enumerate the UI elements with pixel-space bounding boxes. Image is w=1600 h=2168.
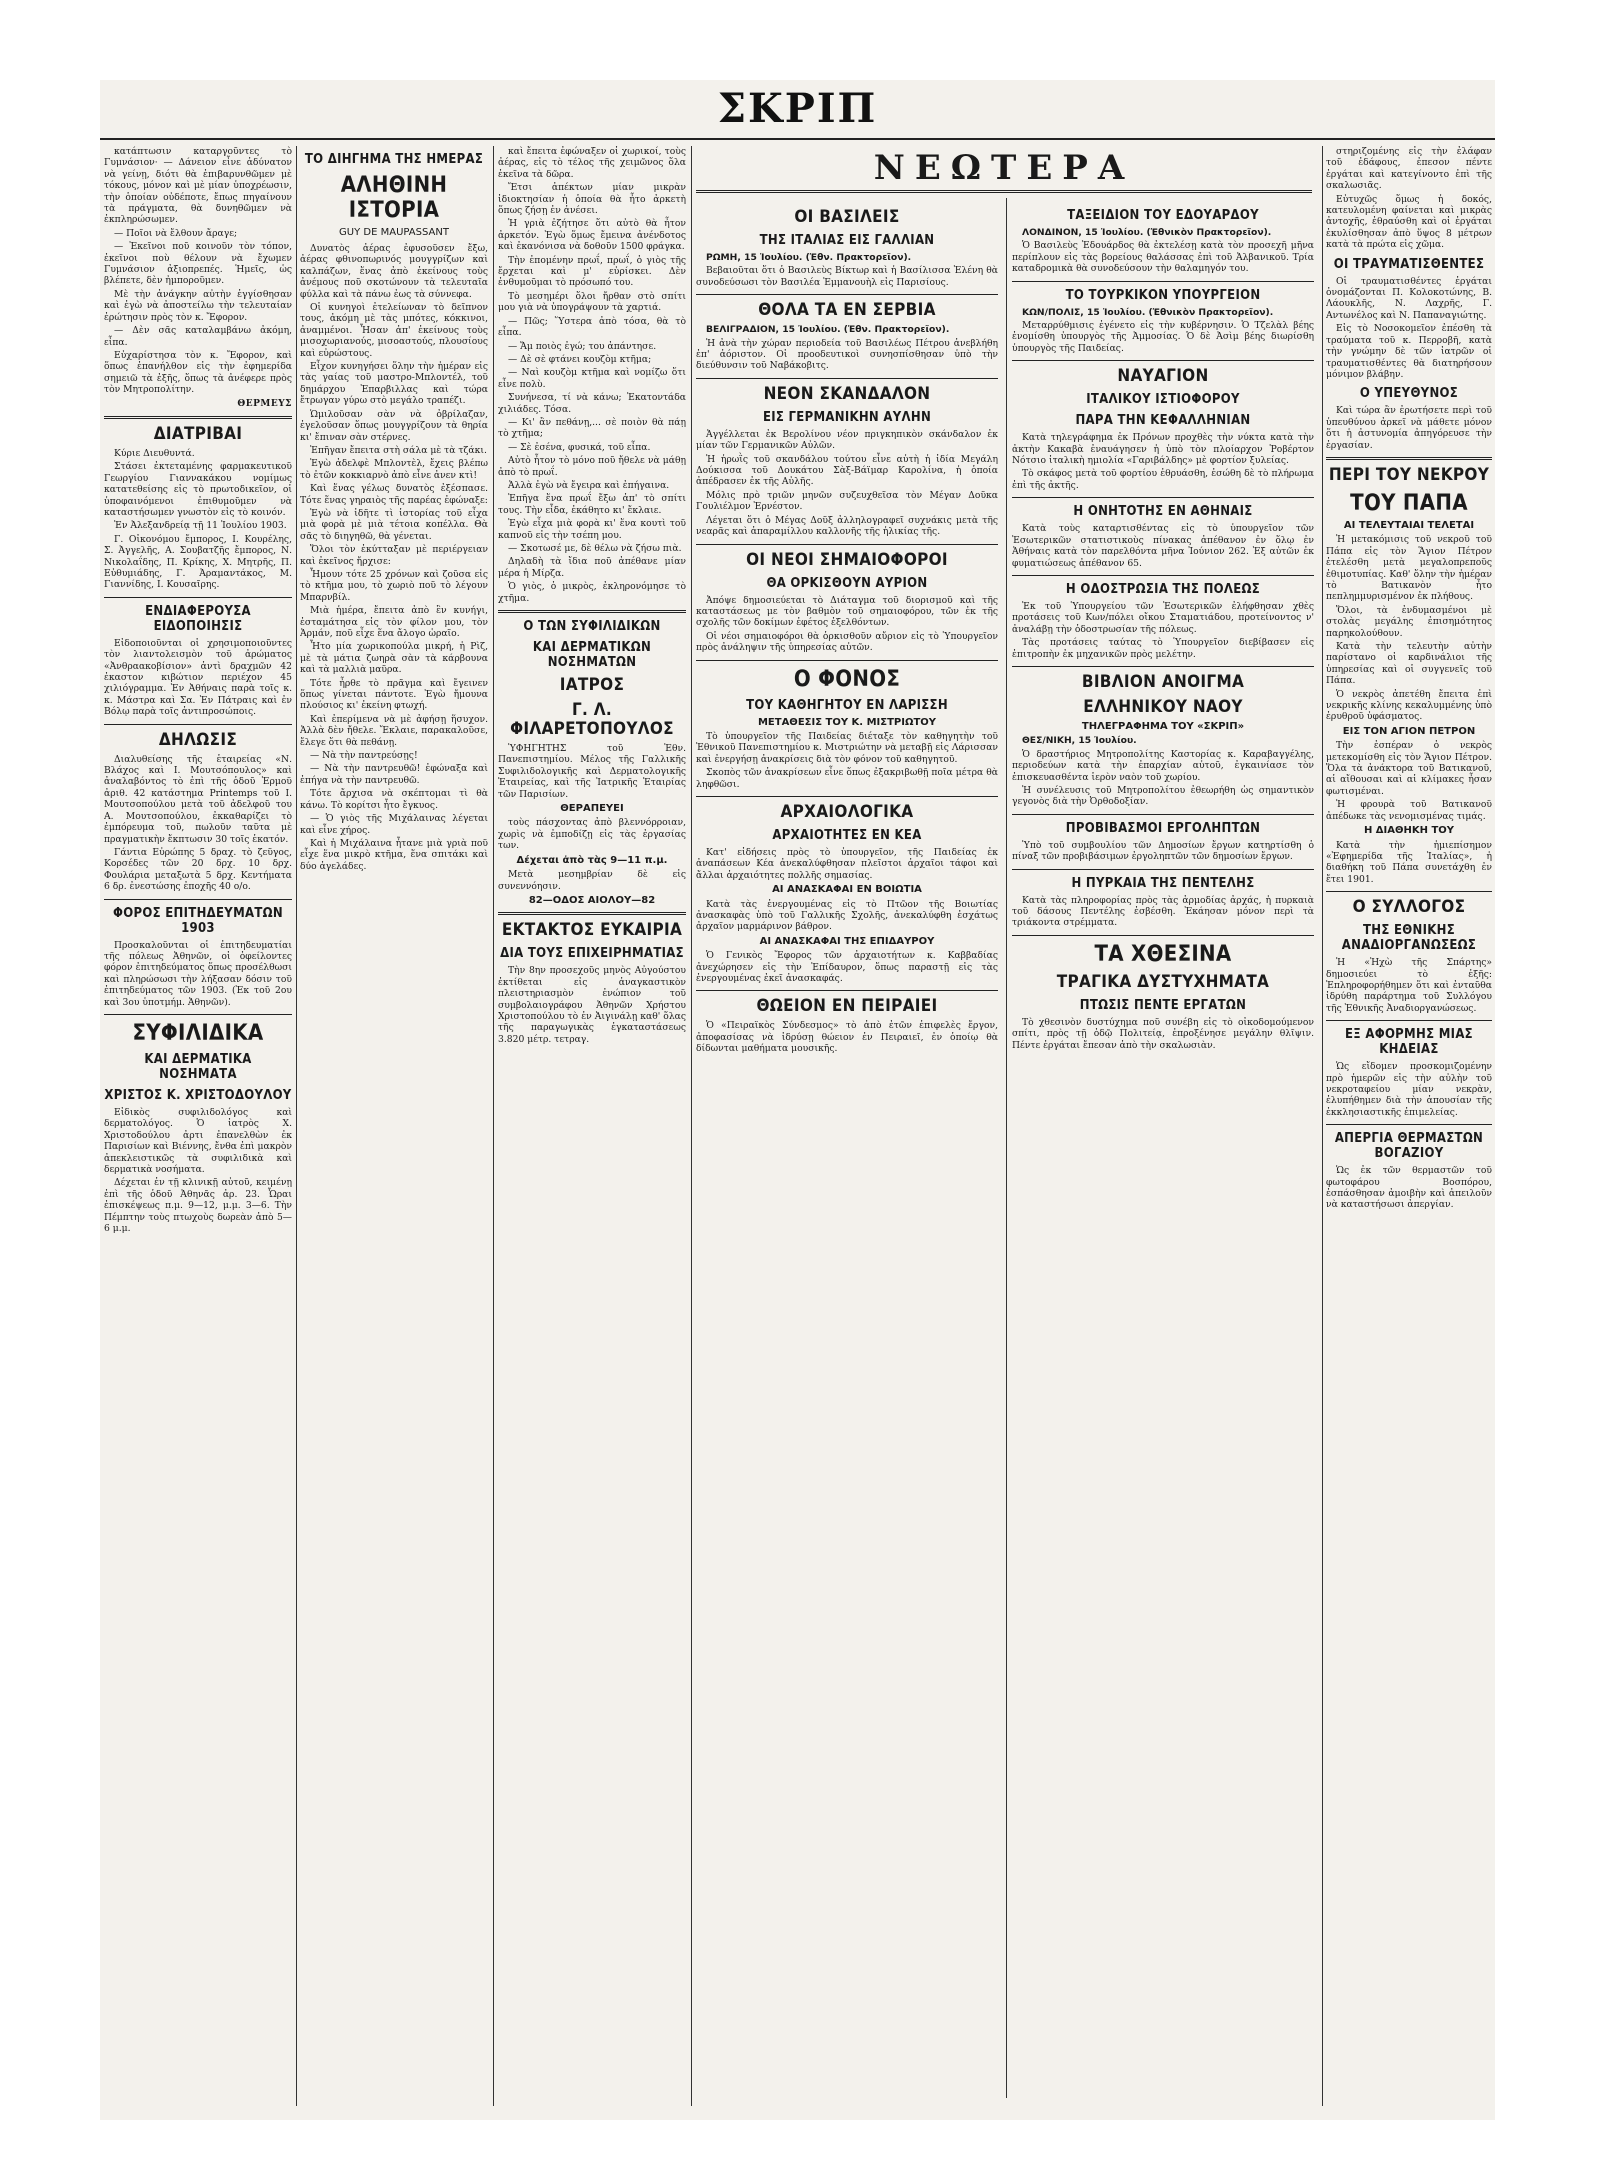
column-rule (493, 146, 494, 2106)
news-heading: ΘΩΕΙΟΝ ΕΝ ΠΕΙΡΑΙΕΙ (756, 996, 938, 1017)
section-heading: Ο ΥΠΕΥΘΥΝΟΣ (1359, 386, 1459, 402)
article-paragraph: Ἦτο μία χωρικοπούλα μικρή, ἡ Ρὶζ, μὲ τὰ μάτια ζωηρὰ σὰν τὰ κάρβουνα καὶ τὰ μαλλιὰ μαῦρα. (300, 641, 488, 676)
ad-paragraph: ὙΦΗΓΗΤΗΣ τοῦ Ἐθν. Πανεπιστημίου. Μέλος τῆς Γαλλικῆς Συφιλιδολογικῆς καὶ Δερματολογικῆς Ἑταιρείας, καὶ τῆς Ἰατρικῆς Ἑταιρίας τῶν Παρισίων. (498, 743, 686, 800)
news-paragraph: Ἡ ἀνὰ τὴν χώραν περιοδεία τοῦ Βασιλέως Πέτρου ἀνεβλήθη ἐπ' ἀόριστον. Οἱ προοδευτικοὶ συνησπίσθησαν ὑπὸ τὴν διεύθυνσιν τοῦ Ναβάκοβιτς. (696, 337, 998, 372)
section-heading: ΠΕΡΙ ΤΟΥ ΝΕΚΡΟΥ (1328, 464, 1490, 485)
news-left-column (696, 202, 998, 2102)
story-author: GUY DE MAUPASSANT (339, 227, 449, 238)
section-heading: ΔΙΑΤΡΙΒΑΙ (153, 423, 243, 444)
column-2 (300, 146, 488, 2106)
section-heading: ΔΗΛΩΣΙΣ (158, 729, 238, 750)
news-subheading: ΤΡΑΓΙΚΑ ΔΥΣΤΥΧΗΜΑΤΑ (1056, 971, 1270, 992)
news-subheading: ΤΗΛΕΓΡΑΦΗΜΑ ΤΟΥ «ΣΚΡΙΠ» (1081, 720, 1245, 732)
article-paragraph: Ἐν Ἀλεξανδρείᾳ τῇ 11 Ἰουλίου 1903. (114, 520, 287, 532)
section-heading: ΕΞ ΑΦΟΡΜΗΣ ΜΙΑΣ ΚΗΔΕΙΑΣ (1345, 1027, 1473, 1058)
column-rule (296, 146, 297, 2106)
news-paragraph: Ὑπὸ τοῦ συμβουλίου τῶν Δημοσίων ἔργων κατηρτίσθη ὁ πίναξ τῶν προβιβάσιμων ἐργοληπτῶν τῶν δημοσίων ἔργων. (1012, 839, 1314, 863)
article-paragraph: — Πῶς; Ὕστερα ἀπὸ τόσα, θὰ τὸ εἶπα. (498, 315, 686, 339)
news-subheading: ΠΑΡΑ ΤΗΝ ΚΕΦΑΛΛΗΝΙΑΝ (1075, 413, 1251, 429)
article-paragraph: Δέχεται ἐν τῇ κλινικῇ αὐτοῦ, κειμένῃ ἐπὶ τῆς ὁδοῦ Ἀθηνᾶς ἀρ. 23. Ὧραι ἐπισκέψεως π.μ. 9—12, μ.μ. 3—6. Τὴν Πέμπτην τοὺς πτωχοὺς δωρεὰν ἀπὸ 5—6 μ.μ. (104, 1177, 292, 1235)
section-heading: ΑΠΕΡΓΙΑ ΘΕΡΜΑΣΤΩΝ ΒΟΓΑΖΙΟΥ (1334, 1131, 1484, 1162)
column-rule (1322, 146, 1323, 2106)
article-paragraph: καὶ ἔπειτα ἐφώναξεν οἱ χωρικοί, τοὺς ἀέρας, εἰς τὸ τέλος τῆς χειμῶνος ὅλα ἐκεῖνα τὰ δῶρα. (498, 146, 686, 180)
news-paragraph: Ὁ Γενικὸς Ἔφορος τῶν ἀρχαιοτήτων κ. Καββαδίας ἀνεχώρησεν εἰς τὴν Ἐπίδαυρον, ὅπως παραστῇ εἰς τὰς ἐνεργουμένας ἐκεῖ ἀνασκαφάς. (696, 950, 998, 985)
section-heading: ΦΟΡΟΣ ΕΠΙΤΗΔΕΥΜΑΤΩΝ 1903 (113, 905, 283, 936)
news-paragraph: Τὰς προτάσεις ταύτας τὸ Ὑπουργεῖον διεβίβασεν εἰς ἐπιτροπὴν ἐκ μηχανικῶν πρὸς μελέτην. (1012, 637, 1314, 660)
divider (1012, 497, 1314, 498)
news-paragraph: Κατὰ τὰς ἐνεργουμένας εἰς τὸ Πτῶον τῆς Βοιωτίας ἀνασκαφὰς ὑπὸ τοῦ Γαλλικῆς Σχολῆς, ἀνεκαλύφθη ἐσχάτως ἀρχαῖον μαρμάρινον βάθρον. (696, 898, 998, 933)
article-paragraph: Ἡ φρουρὰ τοῦ Βατικανοῦ ἀπέδωκε τὰς νενομισμένας τιμάς. (1326, 799, 1492, 822)
article-paragraph: Ἐπῆγα ἕνα πρωΐ ἔξω ἀπ' τὸ σπίτι τους. Τὴν εἶδα, ἐκάθητο κι' ἔκλαιε. (498, 493, 686, 516)
article-paragraph: — Ἄμ ποιὸς ἐγώ; του ἀπάντησε. (508, 340, 657, 352)
article-paragraph: Καὶ ἡ Μιχάλαινα ἦτανε μιὰ γριὰ ποῦ εἶχε ἕνα μικρὸ κτῆμα, ἕνα σπιτάκι καὶ δύο ἀγελάδες. (300, 837, 488, 872)
dateline: ΘΕΣ/ΝΙΚΗ, 15 Ἰουλίου. (1022, 735, 1137, 747)
section-subheading: ΚΑΙ ΔΕΡΜΑΤΙΚΑ ΝΟΣΗΜΑΤΑ (144, 1051, 252, 1082)
news-subheading: ΠΤΩΣΙΣ ΠΕΝΤΕ ΕΡΓΑΤΩΝ (1079, 997, 1247, 1013)
news-paragraph: Τὸ ὑπουργεῖον τῆς Παιδείας διέταξε τὸν καθηγητὴν τοῦ Ἐθνικοῦ Πανεπιστημίου κ. Μιστριώτην νὰ μεταβῇ εἰς Λάρισσαν καὶ ἐνεργήσῃ ἀνακρίσεις διὰ τὸν φόνον τοῦ καθηγητοῦ. (696, 730, 998, 765)
article-paragraph: — Δὲν σᾶς καταλαμβάνω ἀκόμη, εἶπα. (104, 325, 292, 348)
article-paragraph: Ἐγὼ εἶχα μιὰ φορὰ κι' ἕνα κουτὶ τοῦ καπνοῦ εἰς τὴν τσέπη μου. (498, 518, 686, 541)
article-paragraph: Αὐτὸ ἦτον τὸ μόνο ποῦ ἤθελε νὰ μάθῃ ἀπὸ τὸ πρωΐ. (498, 455, 686, 478)
divider (498, 610, 686, 613)
article-paragraph: Ὡμιλοῦσαν σὰν νὰ ὀβρίλαζαν, ἐγελοῦσαν ὅπως μουγγρίζουν τὰ θηρία κι' ἔπιναν σὰν στέρνες. (300, 408, 488, 443)
divider (696, 796, 998, 797)
news-paragraph: Βεβαιοῦται ὅτι ὁ Βασιλεὺς Βίκτωρ καὶ ἡ Βασίλισσα Ἑλένη θὰ συνοδεύσωσι τὸν Βασιλέα Ἐμμανουὴλ εἰς Παρισίους. (696, 265, 998, 288)
article-paragraph: Ὅλοι, τὰ ἐνδυμασμένοι μὲ στολὰς μεγάλης ἐπισημότητος παρηκολούθουν. (1326, 604, 1492, 639)
article-paragraph: Τὸ μεσημέρι ὅλοι ἤρθαν στὸ σπίτι μου γιὰ νὰ ὑπογράψουν τὰ χαρτιά. (498, 290, 686, 314)
article-paragraph: Τότε ἦρθε τὸ πρᾶγμα καὶ ἔγεινεν ὅπως γίνεται πάντοτε. Ἐγὼ ἤμουνα πλούσιος κι' ἐκείνη φτωχή. (300, 677, 488, 712)
news-heading: ΤΟ ΤΟΥΡΚΙΚΟΝ ΥΠΟΥΡΓΕΙΟΝ (1065, 287, 1261, 303)
article-paragraph: Ἀλλὰ ἐγὼ νὰ ἔγειρα καὶ ἐπήγαινα. (508, 479, 670, 491)
article-paragraph: — Νὰ τὴν παντρευθῶ! ἐφώναξα καὶ ἐπήγα νὰ τὴν παντρευθῶ. (300, 763, 488, 786)
article-paragraph: — Ναὶ κουζὸμ κτῆμα καὶ νομίζω ὅτι εἶνε πολὺ. (498, 367, 686, 390)
news-paragraph: Μεταρρύθμισις ἐγένετο εἰς τὴν κυβέρνησιν. Ὁ Τζελὰλ βέης ἐνομίσθη ὑπουργὸς τῆς Ἀμμοσίας. Ὁ δὲ Ἀσὶμ βέης διωρίσθη ὑπουργὸς τῆς Παιδείας. (1012, 320, 1314, 354)
article-paragraph: Οἱ κυνηγοὶ ἐτελείωναν τὸ δεῖπνον τους, ἀκόμη μὲ τὰς μπότες, κόκκινοι, ἀναμμένοι. Ἦσαν ἀπ' ἐκείνους τοὺς μισοχωριανούς, μισοαστούς, πλουσίους καὶ εὐρώστους. (300, 302, 488, 359)
section-subheading: Η ΔΙΑΘΗΚΗ ΤΟΥ (1363, 825, 1455, 837)
news-paragraph: Ὁ «Πειραϊκὸς Σύνδεσμος» τὸ ἀπὸ ἐτῶν ἐπιφελὲς ἔργον, ἀποφασίσας νὰ ἱδρύσῃ θώειον ἐν Πειραιεῖ, ἐν ὁποίῳ θὰ δίδωνται μαθήματα μουσικῆς. (696, 1020, 998, 1055)
article-paragraph: — Ἐκεῖνοι ποῦ κοινοῦν τὸν τόπον, ἐκεῖνοι ποὺ θέλουν νὰ ἔχωμεν Γυμνάσιον ἀξιοπρεπές. Ἡμεῖς, ὡς βλέπετε, δὲν ἠμποροῦμεν. (104, 241, 292, 287)
news-paragraph: Ὁ δραστήριος Μητροπολίτης Καστορίας κ. Καραβαγγέλης, περιοδεύων κατὰ τὴν ἐπαρχίαν αὐτοῦ, ἐγκαινίασε τὸν ἐπισκευασθέντα ἱερὸν ναὸν τοῦ χωρίου. (1012, 748, 1314, 783)
news-heading: ΤΑ ΧΘΕΣΙΝΑ (1094, 941, 1232, 967)
divider (1326, 1020, 1492, 1021)
article-paragraph: Γ. Οἰκονόμου ἔμπορος, Ι. Κουρέλης, Σ. Ἀγγελῆς, Α. Σουβατζῆς ἔμπορος, Ν. Νικολαΐδης, Π. Κρίκης, Χ. Μητρῆς, Π. Εὐθυμιάδης, Γ. Ἀραμαντάκος, Μ. Γιαννίδης, Ι. Κουσαῖρης. (104, 533, 292, 591)
article-paragraph: Κατὰ τὴν τελευτὴν αὐτὴν παρίστανο οἱ καρδινάλιοι τῆς ὑπηρεσίας καὶ οἱ συγγενεῖς τοῦ Πάπα. (1326, 641, 1492, 687)
news-subheading: ΤΟΥ ΚΑΘΗΓΗΤΟΥ ΕΝ ΛΑΡΙΣΣΗ (746, 697, 948, 713)
divider (104, 899, 292, 900)
article-paragraph: Ἐπῆγαν ἔπειτα στὴ σάλα μὲ τὰ τζάκι. (310, 444, 487, 456)
news-paragraph: Οἱ νέοι σημαιοφόροι θὰ ὁρκισθοῦν αὔριον εἰς τὸ Ὑπουργεῖον πρὸς ἀνάληψιν τῆς ὑπηρεσίας αὐτῶν. (696, 630, 998, 654)
column-3 (498, 146, 686, 2106)
article-paragraph: — Νὰ τὴν παντρεύσῃς! (310, 750, 418, 762)
article-paragraph: Τὴν ἐπομένην πρωΐ, πρωΐ, ὁ γιὸς τῆς ἔρχεται καὶ μ' εὑρίσκει. Δὲν ἐνθυμοῦμαι τὸ πρόσωπό του. (498, 254, 686, 289)
news-subheading: ΕΛΛΗΝΙΚΟΥ ΝΑΟΥ (1083, 696, 1243, 717)
article-paragraph: Εἶχον κυνηγήσει ὅλην τὴν ἡμέραν εἰς τὰς γαίας τοῦ μαστρο-Μπλοντέλ, τοῦ δημάρχου Ἐπαρβιλλας καὶ τώρα ἔτρωγαν γύρω στὸ μεγάλο τραπέζι. (300, 361, 488, 407)
ad-address: 82—ΟΔΟΣ ΑΙΟΛΟΥ—82 (528, 894, 656, 906)
ad-hours: Δέχεται ἀπὸ τὰς 9—11 π.μ. (516, 854, 668, 866)
news-heading: Η ΟΝΗΤΟΤΗΣ ΕΝ ΑΘΗΝΑΙΣ (1073, 504, 1253, 520)
ad-heading: ΙΑΤΡΟΣ (559, 675, 625, 696)
dateline: ΚΩΝ/ΠΟΛΙΣ, 15 Ἰουλίου. (Ἐθνικὸν Πρακτορεῖον). (1022, 306, 1274, 318)
article-paragraph: Δηλαδὴ τὰ ἴδια ποῦ ἀπέθανε μίαν μέρα ἡ Μίρζα. (498, 556, 686, 579)
article-paragraph: Ἔτσι ἀπέκτων μίαν μικρὰν ἰδιοκτησίαν ἡ ὁποία θὰ ἦτο ἀρκετὴ ὅπως ζήσῃ ἐν ἀνέσει. (498, 182, 686, 217)
divider (1012, 281, 1314, 282)
news-subheading: ΕΙΣ ΓΕΡΜΑΝΙΚΗΝ ΑΥΛΗΝ (762, 409, 932, 425)
ad-heading: ΕΚΤΑΚΤΟΣ ΕΥΚΑΙΡΙΑ (501, 920, 683, 941)
news-heading: ΘΟΛΑ ΤΑ ΕΝ ΣΕΡΒΙΑ (758, 300, 936, 321)
news-subheading: ΜΕΤΑΘΕΣΙΣ ΤΟΥ Κ. ΜΙΣΤΡΙΩΤΟΥ (757, 716, 937, 728)
article-paragraph: Τότε ἄρχισα νὰ σκέπτομαι τὶ θὰ κάνω. Τὸ κορίτσι ἦτο ἔγκυος. (300, 788, 488, 811)
article-paragraph: Καὶ ἕνας γέλως δυνατὸς ἐξέσπασε. Τότε ἕνας γηραιὸς τῆς παρέας ἐφώναξε: (300, 483, 488, 506)
news-paragraph: Ἡ ἡρωῒς τοῦ σκανδάλου τούτου εἶνε αὐτὴ ἡ ἰδία Μεγάλη Δούκισσα τοῦ Δουκάτου Σὰξ-Βάϊμαρ Καρολίνα, ἡ ὁποία ἀπέδρασεν ἐκ τῆς Αὐλῆς. (696, 453, 998, 488)
ad-paragraph: Μετὰ μεσημβρίαν δὲ εἰς συνεννόησιν. (498, 869, 686, 892)
news-heading: ΝΕΟΝ ΣΚΑΝΔΑΛΟΝ (763, 383, 931, 404)
news-paragraph: Τὸ χθεσινὸν δυστύχημα ποῦ συνέβη εἰς τὸ οἰκοδομούμενον σπίτι, πρὸς τῇ ὁδῷ Πολιτείᾳ, ἐπροξένησε μεγάλην θλῖψιν. Πέντε ἐργάται ἔπεσαν ἀπὸ τὴν σκαλωσιὰν. (1012, 1016, 1314, 1051)
section-heading: ΟΙ ΤΡΑΥΜΑΤΙΣΘΕΝΤΕΣ (1333, 256, 1485, 272)
newspaper-title: ΣΚΡΙΠ (717, 85, 878, 132)
news-section-title: ΝΕΩΤΕΡΑ (696, 146, 1312, 193)
news-paragraph: Ἀγγέλλεται ἐκ Βερολίνου νέον πριγκηπικὸν σκάνδαλον ἐκ μίαν τῶν Γερμανικῶν Αὐλῶν. (696, 428, 998, 452)
divider (1012, 666, 1314, 667)
article-paragraph: Ἡ γριὰ ἐζήτησε ὅτι αὐτὸ θὰ ἦτον ἀρκετόν. Ἐγὼ ὅμως ἔμεινα ἀνένδοτος καὶ ἐκανόνισα νὰ δοθοῦν 1500 φράγκα. (498, 218, 686, 253)
article-signature: ΘΕΡΜΕΥΣ (237, 398, 292, 409)
news-section-header (696, 146, 1312, 206)
article-paragraph: Μιὰ ἡμέρα, ἔπειτα ἀπὸ ἓν κυνήγι, ἐσταμάτησα εἰς τὸν φίλον μου, τὸν Ἀρμάν, ποῦ εἶχε ἕνα ἄλογο ὡραῖο. (300, 605, 488, 639)
section-heading: ΕΝΔΙΑΦΕΡΟΥΣΑ ΕΙΔΟΠΟΙΗΣΙΣ (145, 603, 251, 634)
news-heading: Η ΠΥΡΚΑΙΑ ΤΗΣ ΠΕΝΤΕΛΗΣ (1071, 875, 1255, 891)
article-paragraph: Γάντια Εὐρώπης 5 δραχ. τὸ ζεῦγος, Κορσέδες τῶν 20 δρχ. 10 δρχ. Φουλάρια μεταξωτὰ 5 δρχ. Κεντήματα 6 δρ. ἐνεστώσης ἐποχῆς 40 ο/ο. (104, 846, 292, 893)
news-heading: ΟΙ ΝΕΟΙ ΣΗΜΑΙΟΦΟΡΟΙ (746, 549, 948, 570)
article-paragraph: κατάπτωσιν καταργοῦντες τὸ Γυμνάσιον· — Δάνειον εἶνε ἀδύνατον νὰ γείνῃ, διότι θὰ ἐπιβαρυνθῶμεν μὲ τόκους, μόνον καὶ μὲ μίαν ὑποχρέωσιν, τὴν ὁποίαν οὐδέποτε, ἔπως πηγαίνουν τὰ πράγματα, θὰ δυνηθῶμεν νὰ ἐκπληρώσωμεν. (104, 146, 292, 226)
article-paragraph: — Ποῖοι νὰ ἔλθουν ἄραγε; (114, 227, 238, 239)
section-subheading: ΧΡΙΣΤΟΣ Κ. ΧΡΙΣΤΟΔΟΥΛΟΥ (104, 1087, 292, 1103)
divider (104, 1014, 292, 1015)
article-paragraph: Μὲ τὴν ἀνάγκην αὐτὴν ἐγγίσθησαν καὶ ἐγὼ νὰ ἀποστείλω τὴν τελευταίαν ἐρώτησιν πρὸς τὸν κ. Ἔφορον. (104, 288, 292, 323)
story-title: ΑΛΗΘΙΝΗ ΙΣΤΟΡΙΑ (340, 173, 448, 223)
article-paragraph: Εὐχαρίστησα τὸν κ. Ἔφορον, καὶ ὅπως ἐπανήλθον εἰς τὴν ἐφημερίδα σημειῶ τὰ ἐξῆς, ὅπως τὰ ἀνέφερε πρὸς τὸν Μητροπολίτην. (104, 349, 292, 396)
article-paragraph: Διαλυθείσης τῆς ἑταιρείας «Ν. Βλάχος καὶ Ι. Μουτσόπουλος» καὶ ἀναλαβόντος τὸ ἐπὶ τῆς ὁδοῦ Ἑρμοῦ ἀριθ. 42 κατάστημα Printemps τοῦ Ι. Μουτσοπούλου μετὰ τοῦ ἀδελφοῦ του Α. Μουτσοπούλου, ἐκκαθαρίζει τὸ ἐμπόρευμα τοῦ, πωλοῦν ταῦτα μὲ πραγματικὴν ἔκπτωσιν 30 τοῖς ἑκατόν. (104, 753, 292, 845)
dateline: ΡΩΜΗ, 15 Ἰουλίου. (Ἐθν. Πρακτορεῖον). (706, 252, 912, 263)
article-paragraph: Ὁ νεκρὸς ἀπετέθη ἔπειτα ἐπὶ νεκρικῆς κλίνης κεκαλυμμένης ὑπὸ ἐρυθροῦ ὑφάσματος. (1326, 688, 1492, 723)
news-heading: ΟΙ ΒΑΣΙΛΕΙΣ (794, 207, 900, 227)
news-paragraph: Ἐκ τοῦ Ὑπουργείου τῶν Ἐσωτερικῶν ἐλήφθησαν χθὲς προτάσεις τοῦ Κων/πόλει οἴκου Σταματιάδου, προτείνοντος ν' ἀναλάβῃ τὴν ὁδοστρωσίαν τῆς πόλεως. (1012, 600, 1314, 635)
column-rule (691, 146, 692, 2106)
divider (1326, 1124, 1492, 1125)
ad-subheading: ΔΙΑ ΤΟΥΣ ΕΠΙΧΕΙΡΗΜΑΤΙΑΣ (500, 946, 684, 962)
divider (498, 912, 686, 915)
news-heading: ΑΡΧΑΙΟΛΟΓΙΚΑ (780, 801, 914, 822)
article-paragraph: Οἱ τραυματισθέντες ἐργάται ὀνομάζονται Π. Κολοκοτώνης, Β. Λάουκλῆς, Ν. Λαχρῆς, Γ. Αντωνέλος καὶ Ν. Παπαναγιώτης. (1326, 275, 1492, 321)
news-heading: ΒΙΒΛΙΟΝ ΑΝΟΙΓΜΑ (1081, 671, 1245, 692)
column-7 (1326, 146, 1492, 2106)
news-paragraph: Τὸ σκάφος μετὰ τοῦ φορτίου ἐθρυάσθη, ἐσώθη δὲ τὸ πλήρωμα ἐπὶ τῆς ἀκτῆς. (1012, 468, 1314, 491)
masthead (100, 80, 1495, 140)
article-paragraph: — Κι' ἂν πεθάνῃ,... σὲ ποιὸν θὰ πάῃ τὸ χτῆμα; (498, 416, 686, 440)
news-heading: ΤΑΞΕΙΔΙΟΝ ΤΟΥ ΕΔΟΥΑΡΔΟΥ (1067, 208, 1259, 223)
article-paragraph: Ἐγὼ νὰ ἰδῆτε τὶ ἱστορίας τοῦ εἶχα μιὰ φορὰ μὲ μιὰ τέτοια κοπέλλα. Θὰ σᾶς τὸ διηγηθῶ, θὰ γένεται. (300, 507, 488, 542)
article-paragraph: στηριζομένης εἰς τὴν ἐλάφαν τοῦ ἐδάφους, ἐπεσον πέντε ἐργάται καὶ κατεγίνοντο ἐπὶ τῆς σκαλωσιᾶς. (1326, 146, 1492, 192)
divider (1326, 457, 1492, 460)
article-paragraph: Δυνατὸς ἀέρας ἐφυσοῦσεν ἔξω, ἀέρας φθινοπωρινός μουγγρίζων καὶ καλπάζων, ἕνας ἀπὸ ἐκείνους τοὺς ἀνέμους ποῦ σκοτώνουν τὰ τελευταῖα φύλλα καὶ τὰ πάνω ἐως τὰ σύννεφα. (300, 243, 488, 300)
article-paragraph: Εὐτυχῶς ὅμως ἡ δοκός, κατευλομένη φαίνεται καὶ μικρὰς ἀντοχῆς, ἐθραύσθη καὶ οἱ ἐργάται ἐκυλίσθησαν ἀπὸ ὕψος 8 μέτρων κατὰ τὰ πρώτα εἰς χῶμα. (1326, 193, 1492, 251)
article-paragraph: Ὡς εἴδομεν προσκομιζομένην πρὸ ἡμερῶν εἰς τὴν αὐλὴν τοῦ νεκροταφείου μίαν νεκρὰν, ἐλυπήθημεν διὰ τὴν ἀπουσίαν τῆς ἐκκλησιαστικῆς ἐπιμελείας. (1326, 1061, 1492, 1118)
section-heading: ΤΟ ΔΙΗΓΗΜΑ ΤΗΣ ΗΜΕΡΑΣ (304, 152, 484, 167)
section-subheading: ΕΙΣ ΤΟΝ ΑΓΙΟΝ ΠΕΤΡΟΝ (1342, 725, 1476, 737)
ad-heading: ΘΕΡΑΠΕΥΕΙ (560, 803, 624, 815)
article-paragraph: Τὴν ἑσπέραν ὁ νεκρὸς μετεκομίσθη εἰς τὸν Ἅγιον Πέτρον. Ὅλα τὰ ἀνάκτορα τοῦ Βατικανοῦ, αἱ αἴθουσαι καὶ αἱ κλίμακες ἦσαν φωτισμέναι. (1326, 740, 1492, 797)
news-subheading: ΙΤΑΛΙΚΟΥ ΙΣΤΙΟΦΟΡΟΥ (1086, 392, 1240, 408)
ad-paragraph: Τὴν 8ην προσεχοῦς μηνὸς Αὐγούστου ἐκτίθεται εἰς ἀναγκαστικὸν πλειστηριασμὸν ἐνώπιον τοῦ συμβολαιογράφου Ἀθηνῶν Χρήστου Χριστοπούλου τὸ ἐν Ἀιγινάλῃ καθ' ὅλας τῆς παραγωγικὰς ἐγκαταστάσεως 3.820 μέτρ. τετραγ. (498, 965, 686, 1045)
news-paragraph: Κατὰ τοὺς καταρτισθέντας εἰς τὸ ὑπουργεῖον τῶν Ἐσωτερικῶν στατιστικοὺς πίνακας ἀπέθανον ἐν ὅλῳ ἐν Ἀθήναις κατὰ τὸν παρελθόντα μῆνα Ἰούνιον 262. Ἐξ αὐτῶν ἐκ φυματιώσεως ἀπέθανον 65. (1012, 523, 1314, 569)
article-paragraph: Ἦμουν τότε 25 χρόνων καὶ ζοῦσα εἰς τὸ κτῆμα μου, τὸ χωριὸ ποῦ τὸ λέγουν Μπαρνβίλ. (300, 568, 488, 603)
news-paragraph: Ἡ συνέλευσις τοῦ Μητροπολίτου ἐθεωρήθη ὡς σημαντικὸν γεγονὸς διὰ τὴν Ὀρθοδοξίαν. (1012, 784, 1314, 808)
news-subheading: ΑΙ ΑΝΑΣΚΑΦΑΙ ΕΝ ΒΟΙΩΤΙΑ (772, 884, 922, 896)
section-heading: Ο ΣΥΛΛΟΓΟΣ (1352, 897, 1466, 918)
column-1 (104, 146, 292, 2106)
article-paragraph: Καὶ ἐπερίμενα νὰ μὲ ἀφήσῃ ἥσυχον. Ἀλλὰ δὲν ἤθελε. Ἔκλαιε, παρακαλοῦσε, ἔλεγε ὅτι θὰ πεθάνῃ. (300, 713, 488, 748)
section-heading: ΤΟΥ ΠΑΠΑ (1350, 490, 1468, 516)
news-heading: Ο ΦΟΝΟΣ (793, 666, 901, 692)
news-heading: ΝΑΥΑΓΙΟΝ (1117, 366, 1209, 387)
news-paragraph: Κατὰ τηλεγράφημα ἐκ Πρόνων προχθὲς τὴν νύκτα κατὰ τὴν ἀκτὴν Κακαβὰ ἐναυάγησεν ἡ ὑπὸ τὸν πλοίαρχον Ῥοβέρτον Νότσιο ἰταλικὴ ημιολία «Γαριβάλδης» μὲ φορτίον ξυλείας. (1012, 432, 1314, 467)
ad-paragraph: τοὺς πάσχοντας ἀπὸ βλεννόρροιαν, χωρὶς νὰ ἐμποδίζῃ εἰς τὰς ἐργασίας των. (498, 817, 686, 852)
newspaper-page (100, 80, 1495, 2120)
divider (696, 990, 998, 991)
article-paragraph: Ἡ μετακόμισις τοῦ νεκροῦ τοῦ Πάπα εἰς τὸν Ἅγιον Πέτρον ἐτελέσθη μετὰ μεγαλοπρεποῦς ἐθιμοτυπίας. Καθ' ὅλην τὴν ἡμέραν τὸ Βατικανὸν ἦτο πεπλημμυρισμένον ἐκ πλήθους. (1326, 534, 1492, 603)
divider (1012, 360, 1314, 361)
article-paragraph: Στάσει ἐκτεταμένης φαρμακευτικοῦ Γεωργίου Γιαννακάκου νομίμως κατατεθείσης εἰς τὸ πρωτοδικεῖον, οἱ ὑποφαινόμενοι ἐπιθυμοῦμεν νὰ καταστήσωμεν γνωστὸν εἰς τὸ κοινόν. (104, 461, 292, 518)
ad-doctor-name: Γ. Λ. ΦΙΛΑΡΕΤΟΠΟΥΛΟΣ (510, 700, 674, 740)
article-paragraph: Κατὰ τὴν ἡμιεπίσημον «Ἐφημερίδα τῆς Ἰταλίας», ἡ διαθήκη τοῦ Πάπα συνετάχθη ἐν ἔτει 1901. (1326, 839, 1492, 885)
news-heading: ΠΡΟΒΙΒΑΣΜΟΙ ΕΡΓΟΛΗΠΤΩΝ (1065, 820, 1261, 836)
news-paragraph: Ὁ Βασιλεὺς Ἐδουάρδος θὰ ἐκτελέσῃ κατὰ τὸν προσεχῆ μῆνα περίπλουν εἰς τὰς βορείους θαλάσσας ἐπὶ τοῦ Ἀλβανικοῦ. Τρία καταδρομικὰ θὰ συνοδεύσουν τὴν θαλαμηγόν του. (1012, 240, 1314, 275)
article-paragraph: Ἐγὼ ἀδελφὲ Μπλοντὲλ, ἔχεις βλέπω τὸ ἐτῶν κοκκιαρνὸ ἀπὸ εἶνε ἀνεν κτὶ! (300, 458, 488, 481)
news-subheading: ΘΑ ΟΡΚΙΣΘΟΥΝ ΑΥΡΙΟΝ (766, 575, 928, 591)
article-paragraph: Ὅλοι τὸν ἐκύτταξαν μὲ περιέργειαν καὶ ἐκεῖνος ἤρχισε: (300, 544, 488, 567)
article-paragraph: Ὡς ἐκ τῶν θερμαστῶν τοῦ φωτοφάρου Βοσπόρου, ἐσπάσθησαν ἀμοιβὴν καὶ ἀπειλοῦν νὰ καταστήσωσι ἀπεργίαν. (1326, 1165, 1492, 1211)
article-paragraph: Συνήνεσα, τί νὰ κάνω; Ἐκατοντάδα χιλιάδες. Τόσα. (498, 392, 686, 415)
divider (1326, 891, 1492, 892)
divider (696, 378, 998, 379)
news-paragraph: Σκοπὸς τῶν ἀνακρίσεων εἶνε ὅπως ἐξακριβωθῇ ποῖα μέτρα θὰ ληφθῶσι. (696, 767, 998, 790)
article-paragraph: Εἰδοποιοῦνται οἱ χρησιμοποιοῦντες τὸν λιαντολεισμὸν τοῦ ἀρώματος «Ἀνθραακοβίσιον» ἀντὶ δραχμῶν 42 ἐκαστον κιβώτιον περιέχον 45 χιλιόγραμμα. Ἐν Ἀθήναις παρὰ τοῖς κ. κ. Μάστρα καὶ Σα. Ἐν Πάτραις καὶ ἐν Βόλῳ παρὰ τοῖς ἀντιπροσώποις. (104, 637, 292, 718)
section-heading: ΣΥΦΙΛΙΔΙΚΑ (132, 1020, 264, 1046)
ad-heading: Ο ΤΩΝ ΣΥΦΙΛΙΔΙΚΩΝ (523, 619, 661, 635)
article-paragraph: Εἰδικὸς συφιλιδολόγος καὶ δερματολόγος. Ὁ ἰατρὸς Χ. Χριστοδούλου ἀρτι ἐπανελθὼν ἐκ Παρισίων καὶ Βιέννης, ἔνθα ἐπὶ μακρὸν ἀπεκλειστικῶς τὰ συφιλιδικὰ καὶ δερματικὰ νοσήματα. (104, 1106, 292, 1175)
article-paragraph: Ὁ γιὸς, ὁ μικρὸς, ἐκληρονόμησε τὸ χτῆμα. (498, 581, 686, 604)
divider (1012, 935, 1314, 936)
news-subheading: ΑΡΧΑΙΟΤΗΤΕΣ ΕΝ ΚΕΑ (772, 827, 922, 843)
news-heading: Η ΟΔΟΣΤΡΩΣΙΑ ΤΗΣ ΠΟΛΕΩΣ (1065, 581, 1261, 597)
divider (696, 294, 998, 295)
divider (696, 544, 998, 545)
ad-subheading: ΚΑΙ ΔΕΡΜΑΤΙΚΩΝ ΝΟΣΗΜΑΤΩΝ (532, 640, 652, 671)
news-paragraph: Ἀπόψε δημοσιεύεται τὸ Διάταγμα τοῦ διορισμοῦ καὶ τῆς καταστάσεως με τὸν βαθμὸν τοῦ σημαιοφόρου, τῶν ἐκ τῆς σχολῆς τῶν δοκίμων ἐφέτος ἐξελθόντων. (696, 594, 998, 629)
article-paragraph: — Δὲ σὲ φτάνει κουζὸμ κτῆμα; (508, 353, 652, 365)
dateline: ΒΕΛΙΓΡΑΔΙΟΝ, 15 Ἰουλίου. (Ἐθν. Πρακτορεῖον). (706, 324, 950, 336)
news-paragraph: Μόλις πρὸ τριῶν μηνῶν συζευχθεῖσα τὸν Μέγαν Δοῦκα Γουλιέλμον Ἐρνέστον. (696, 489, 998, 513)
article-paragraph: Κύριε Διευθυντά. (114, 447, 195, 459)
article-paragraph: Προσκαλοῦνται οἱ ἐπιτηδευματίαι τῆς πόλεως Ἀθηνῶν, οἱ ὀφείλοντες φόρον ἐπιτηδεύματος ὅπως προσέλθωσι καὶ πληρώσωσι τὴν λήξασαν δόσιν τοῦ ἐπιτηδεύματος τῶν 1903. (Ἐκ τοῦ 2ου καὶ 3ου ὑποτμήμ. Ἀθηνῶν). (104, 939, 292, 1008)
article-paragraph: Καὶ τώρα ἂν ἐρωτήσετε περὶ τοῦ ὑπευθύνου ἀρκεῖ νὰ μάθετε μόνον ὅτι ἡ ἀστυνομία ἀπηγόρευσε τὴν ἐργασίαν. (1326, 405, 1492, 451)
divider (1012, 869, 1314, 870)
dateline: ΛΟΝΔΙΝΟΝ, 15 Ἰουλίου. (Ἐθνικὸν Πρακτορεῖον). (1022, 227, 1272, 238)
article-paragraph: — Σὲ ἐσένα, φυσικά, τοῦ εἶπα. (508, 441, 651, 453)
section-subheading: ΑΙ ΤΕΛΕΥΤΑΙΑΙ ΤΕΛΕΤΑΙ (1343, 519, 1475, 531)
news-subheading: ΑΙ ΑΝΑΣΚΑΦΑΙ ΤΗΣ ΕΠΙΔΑΥΡΟΥ (759, 935, 935, 947)
divider (696, 660, 998, 661)
news-paragraph: Κατ' εἰδήσεις πρὸς τὸ ὑπουργεῖον, τῆς Παιδείας ἐκ ἀναπάσεων Κέα ἀνεκαλύφθησαν πλεῖστοι ἀρχαῖοι τάφοι καὶ ἄλλαι ἀρχαιότητες πολλῆς σημασίας. (696, 846, 998, 881)
column-rule (1006, 198, 1007, 2098)
article-paragraph: — Σκοτωσέ με, δὲ θέλω νὰ ζήσω πιὰ. (508, 543, 682, 554)
divider (1012, 814, 1314, 815)
news-right-column (1012, 202, 1314, 2102)
section-subheading: ΤΗΣ ΕΘΝΙΚΗΣ ΑΝΑΔΙΟΡΓΑΝΩΣΕΩΣ (1341, 923, 1477, 954)
divider (104, 416, 292, 419)
divider (104, 597, 292, 598)
news-subheading: ΤΗΣ ΙΤΑΛΙΑΣ ΕΙΣ ΓΑΛΛΙΑΝ (759, 233, 935, 248)
news-paragraph: Λέγεται ὅτι ὁ Μέγας Δοῦξ ἀλληλογραφεῖ συχνάκις μετὰ τῆς νεαρᾶς καὶ ἀπαραμίλλου καλλονῆς τῆς ἡλικίας τῆς. (696, 514, 998, 538)
divider (104, 724, 292, 725)
divider (1012, 575, 1314, 576)
article-paragraph: Εἰς τὸ Νοσοκομεῖον ἐπέσθη τὰ τραύματα τοῦ κ. Περροβῆ, κατὰ τὴν γνώμην δὲ τῶν ἰατρῶν οἱ τραυματισθέντες θὰ διατηρήσουν μόνιμον βλάβην. (1326, 323, 1492, 380)
article-paragraph: — Ὁ γιὸς τῆς Μιχάλαινας λέγεται καὶ εἶνε χήρος. (300, 813, 488, 836)
article-paragraph: Ἡ «Ἠχὼ τῆς Σπάρτης» δημοσιεύει τὸ ἐξῆς: Ἐπληροφορήθημεν ὅτι καὶ ἐνταῦθα ἱδρύθη παράρτημα τοῦ Συλλόγου τῆς Ἐθνικῆς Ἀναδιοργανώσεως. (1326, 957, 1492, 1014)
news-paragraph: Κατὰ τὰς πληροφορίας πρὸς τὰς ἁρμοδίας ἀρχάς, ἡ πυρκαιὰ τοῦ δάσους Πεντέλης ἐσβέσθη. Ἐκάησαν μόνον περὶ τὰ τριάκοντα στρέμματα. (1012, 894, 1314, 929)
